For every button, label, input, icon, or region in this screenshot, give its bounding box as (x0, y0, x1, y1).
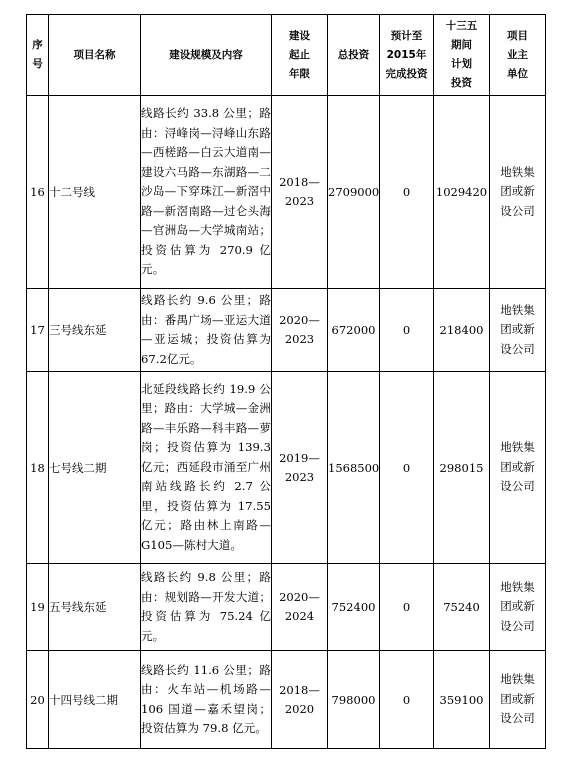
planned-investment: 298015 (434, 372, 490, 564)
text-line: 项目 (507, 29, 528, 42)
total-investment: 1568500 (328, 372, 380, 564)
total-investment: 2709000 (328, 96, 380, 289)
project-years (272, 96, 328, 289)
project-years (272, 651, 328, 749)
project-name: 十四号线二期 (49, 651, 141, 749)
text-line: 地铁集 (500, 164, 535, 179)
year-end: 2023 (284, 194, 315, 208)
row-number: 20 (27, 651, 49, 749)
project-owner (490, 289, 546, 372)
text-line: 计划 (451, 58, 472, 70)
header-name: 项目名称 (49, 15, 141, 96)
text-line: 期间 (451, 39, 472, 51)
project-scope: 线路长约 9.8 公里；路由：规划路—开发大道；投资估算为 75.24 亿元。 (141, 564, 272, 651)
text-line: 序 (32, 39, 43, 51)
text-line: 团或新 (500, 691, 535, 706)
text-line: 设公司 (500, 618, 535, 633)
total-investment: 672000 (328, 289, 380, 372)
table-row (27, 372, 546, 564)
project-scope: 北延段线路长约 19.9 公里；路由：大学城—金洲路—丰乐路—科丰路—萝岗；投资估算为 139.3 亿元；西延段市涌至广州南站线路长约 2.7 公里，投资估算为 17.55 亿元；路由林上南路—G105—陈村大道。 (141, 372, 272, 564)
project-name: 三号线东延 (49, 289, 141, 372)
text-line: 团或新 (500, 459, 535, 474)
year-start: 2020— (279, 313, 320, 327)
text-line: 起止 (289, 48, 310, 61)
investment-by-2015: 0 (380, 289, 434, 372)
text-line: 2015年 (386, 48, 427, 61)
table-row (27, 289, 546, 372)
investment-by-2015: 0 (380, 564, 434, 651)
project-owner (490, 96, 546, 289)
text-line: 地铁集 (500, 672, 535, 687)
header-row (27, 15, 546, 96)
project-scope: 线路长约 33.8 公里；路由：浔峰岗—浔峰山东路—西槎路—白云大道南—建设六马路—东湖路—二沙岛—下穿珠江—新滘中路—新滘南路—过仑头海—官洲岛—大学城南站；投资估算为 270.9 亿元。 (141, 96, 272, 289)
row-number: 16 (27, 96, 49, 289)
text-line: 设公司 (500, 341, 535, 356)
total-investment: 798000 (328, 651, 380, 749)
planned-investment: 359100 (434, 651, 490, 749)
project-years (272, 289, 328, 372)
planned-investment: 1029420 (434, 96, 490, 289)
project-owner (490, 372, 546, 564)
text-line: 单位 (507, 67, 528, 80)
text-line: 十三五 (445, 20, 478, 32)
header-no (27, 15, 49, 96)
project-years (272, 564, 328, 651)
text-line: 地铁集 (500, 302, 535, 317)
header-scope: 建设规模及内容 (141, 15, 272, 96)
project-scope: 线路长约 9.6 公里；路由：番禺广场—亚运大道—亚运城；投资估算为67.2亿元。 (141, 289, 272, 372)
investment-by-2015: 0 (380, 651, 434, 749)
text-line: 业主 (507, 48, 528, 61)
year-end: 2020 (284, 701, 315, 716)
investment-by-2015: 0 (380, 372, 434, 564)
text-line: 建设 (289, 29, 310, 42)
text-line: 预计至 (390, 29, 423, 42)
header-plan (434, 15, 490, 96)
planned-investment: 75240 (434, 564, 490, 651)
total-investment: 752400 (328, 564, 380, 651)
header-done (380, 15, 434, 96)
row-number: 17 (27, 289, 49, 372)
project-owner (490, 564, 546, 651)
year-start: 2018— (279, 175, 320, 189)
table-row (27, 651, 546, 749)
investment-by-2015: 0 (380, 96, 434, 289)
project-table (26, 14, 546, 749)
year-end: 2023 (284, 332, 315, 346)
project-owner (490, 651, 546, 749)
project-years (272, 372, 328, 564)
table-row (27, 564, 546, 651)
row-number: 18 (27, 372, 49, 564)
text-line: 地铁集 (500, 440, 535, 455)
text-line: 号 (32, 58, 43, 70)
project-name: 五号线东延 (49, 564, 141, 651)
text-line: 设公司 (500, 203, 535, 218)
text-line: 年限 (289, 67, 310, 80)
header-owner (490, 15, 546, 96)
text-line: 团或新 (500, 322, 535, 337)
project-name: 十二号线 (49, 96, 141, 289)
text-line: 投资 (451, 77, 472, 89)
planned-investment: 218400 (434, 289, 490, 372)
row-number: 19 (27, 564, 49, 651)
project-name: 七号线二期 (49, 372, 141, 564)
table-row (27, 96, 546, 289)
text-line: 地铁集 (500, 579, 535, 594)
text-line: 团或新 (500, 184, 535, 199)
header-total: 总投资 (328, 15, 380, 96)
header-years (272, 15, 328, 96)
text-line: 设公司 (500, 479, 535, 494)
year-end: 2023 (284, 469, 315, 484)
text-line: 完成投资 (385, 67, 428, 80)
project-scope: 线路长约 11.6 公里；路由：火车站—机场路—106 国道—嘉禾望岗；投资估算为 79.8 亿元。 (141, 651, 272, 749)
year-start: 2020— (279, 590, 320, 604)
year-start: 2019— (279, 450, 320, 465)
text-line: 团或新 (500, 599, 535, 614)
year-start: 2018— (279, 682, 320, 697)
text-line: 设公司 (500, 711, 535, 726)
year-end: 2024 (284, 609, 315, 623)
